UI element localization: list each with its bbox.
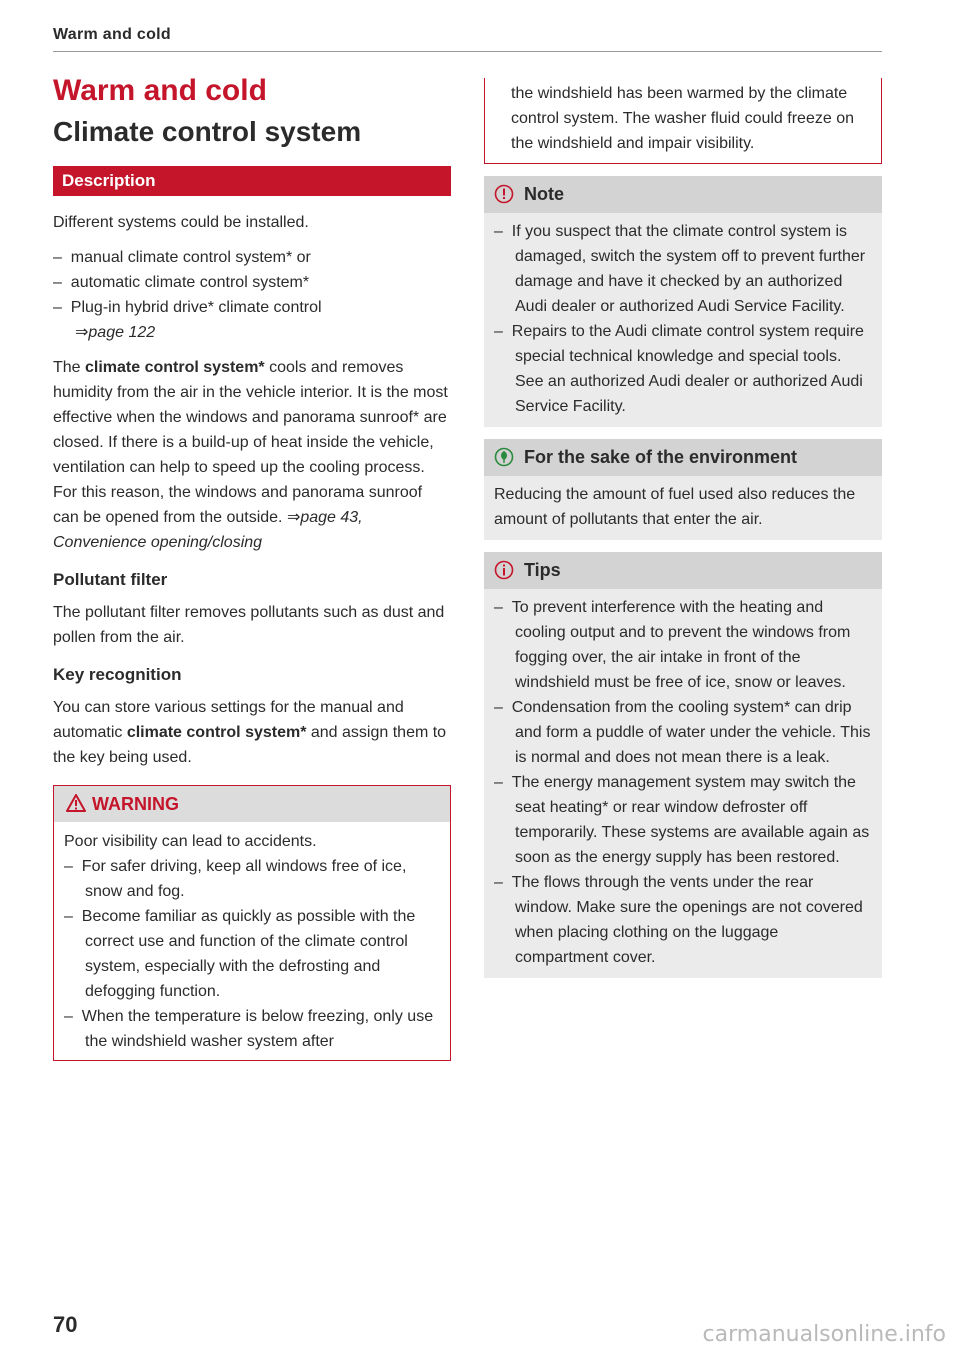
tips-title: Tips	[524, 560, 561, 580]
list-item: – Repairs to the Audi climate control system require special technical knowledge and special tools. See an authorized Audi dealer or authorized Audi Service Facility.	[494, 319, 872, 419]
tips-list	[494, 595, 872, 970]
bold-term: climate control system*	[85, 359, 265, 376]
systems-list	[53, 245, 451, 320]
warning-list	[64, 854, 440, 1054]
text-run: and assign them to the key being used.	[53, 724, 447, 766]
exclamation-circle-icon	[494, 180, 514, 217]
environment-box	[484, 439, 882, 540]
note-header	[484, 176, 882, 213]
environment-header	[484, 439, 882, 476]
right-column	[484, 78, 882, 978]
list-item: – Plug-in hybrid drive* climate control	[53, 295, 451, 320]
page-reference-link[interactable]: ⇒page 43, Convenience opening/closing	[53, 509, 363, 551]
list-item: – For safer driving, keep all windows free of ice, snow and fog.	[64, 854, 440, 904]
intro-paragraph: Different systems could be installed.	[53, 214, 309, 231]
list-item: – manual climate control system* or	[53, 245, 451, 270]
warning-continued-box	[484, 78, 882, 164]
list-item: – The energy management system may switch the seat heating* or rear window defroster off temporarily. These systems are available again as soon as the energy supply has been restored.	[494, 770, 872, 870]
list-item: – If you suspect that the climate control system is damaged, switch the system off to prevent further damage and have it checked by an authorized Audi dealer or authorized Audi Service Facility.	[494, 219, 872, 319]
header-rule	[53, 51, 882, 52]
pollutant-paragraph: The pollutant filter removes pollutants such as dust and pollen from the air.	[53, 604, 445, 646]
pollutant-heading: Pollutant filter	[53, 570, 168, 589]
running-header: Warm and cold	[53, 26, 171, 43]
text-run: The	[53, 359, 86, 376]
tips-box	[484, 552, 882, 978]
environment-text: Reducing the amount of fuel used also reduces the amount of pollutants that enter the air.	[494, 486, 856, 528]
climate-paragraph	[53, 355, 451, 555]
list-item: – Condensation from the cooling system* can drip and form a puddle of water under the vehicle. This is normal and does not mean there is a leak.	[494, 695, 872, 770]
page-number: 70	[53, 1312, 78, 1337]
list-item: – Become familiar as quickly as possible with the correct use and function of the climate control system, especially with the defrosting and defogging function.	[64, 904, 440, 1004]
text-run: cools and removes humidity from the air in the vehicle interior. It is the most effective when the windows and panorama sunroof* are closed. If there is a build-up of heat inside the vehicle, ventilation can help to speed up the cooling process. For this reason, the windows and panorama sunroof can be opened from the outside.	[53, 359, 448, 526]
warning-continued-text: the windshield has been warmed by the climate control system. The washer fluid could freeze on the windshield and impair visibility.	[511, 85, 854, 152]
key-heading: Key recognition	[53, 665, 182, 684]
left-column	[53, 72, 451, 1061]
text-run: You can store various settings for the manual and automatic	[53, 699, 404, 741]
warning-title: WARNING	[92, 794, 179, 814]
key-paragraph	[53, 695, 451, 770]
chapter-title: Warm and cold	[53, 74, 267, 107]
list-item: – To prevent interference with the heating and cooling output and to prevent the windows from fogging over, the air intake in front of the windshield must be free of ice, snow or leaves.	[494, 595, 872, 695]
leaf-circle-icon	[494, 443, 514, 480]
warning-triangle-icon	[66, 794, 86, 812]
note-box	[484, 176, 882, 427]
warning-header	[54, 786, 450, 822]
watermark: carmanualsonline.info	[702, 1322, 946, 1347]
note-body	[484, 213, 882, 427]
bold-term: climate control system*	[126, 724, 307, 741]
warning-intro: Poor visibility can lead to accidents.	[64, 833, 317, 850]
tips-body	[484, 589, 882, 978]
section-title: Climate control system	[53, 116, 362, 147]
warning-box	[53, 785, 451, 1061]
note-title: Note	[524, 184, 564, 204]
list-item: – The flows through the vents under the rear window. Make sure the openings are not covered when placing clothing on the luggage compartment cover.	[494, 870, 872, 970]
environment-body	[484, 476, 882, 540]
description-bar: Description	[53, 166, 451, 196]
list-item: – automatic climate control system*	[53, 270, 451, 295]
tips-header	[484, 552, 882, 589]
page-reference-link[interactable]: ⇒page 122	[75, 324, 156, 341]
warning-body	[54, 822, 450, 1060]
note-list	[494, 219, 872, 419]
environment-title: For the sake of the environment	[524, 447, 798, 467]
info-circle-icon	[494, 556, 514, 593]
list-item: – When the temperature is below freezing, only use the windshield washer system after	[64, 1004, 440, 1054]
